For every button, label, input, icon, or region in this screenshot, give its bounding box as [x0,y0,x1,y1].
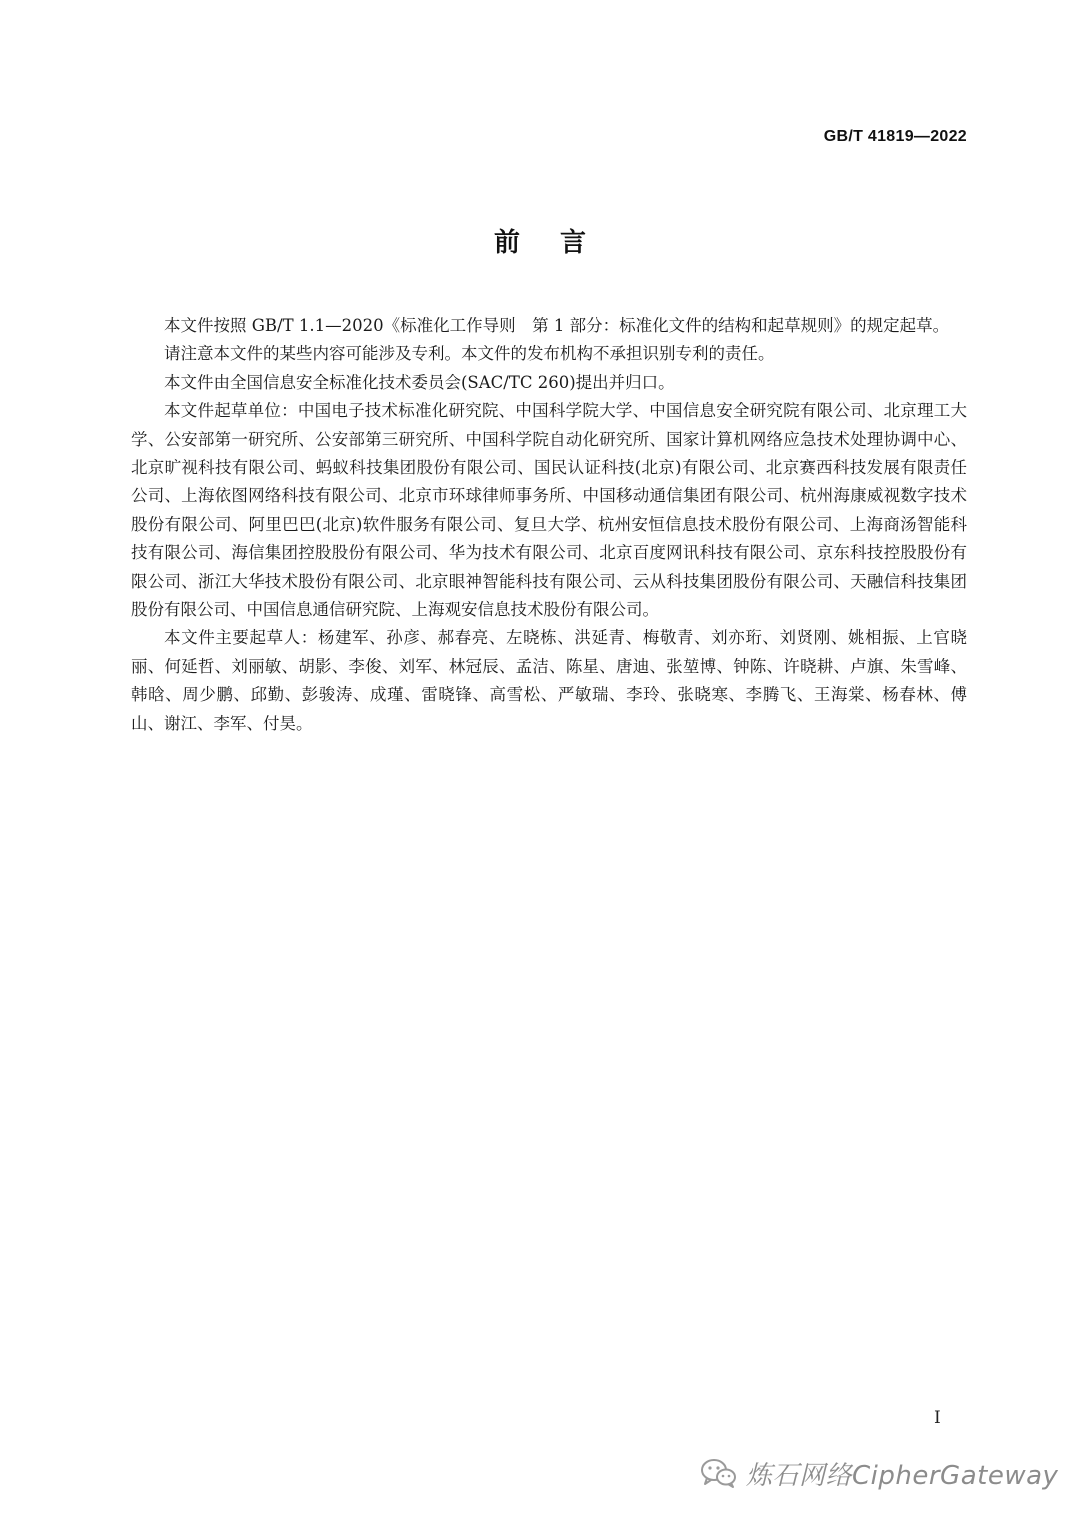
paragraph-drafting-units: 本文件起草单位：中国电子技术标准化研究院、中国科学院大学、中国信息安全研究院有限公司、北京理工大学、公安部第一研究所、公安部第三研究所、中国科学院自动化研究所、国家计算机网络应急技术处理协调中心、北京旷视科技有限公司、蚂蚁科技集团股份有限公司、国民认证科技(北京)有限公司、北京赛西科技发展有限责任公司、上海依图网络科技有限公司、北京市环球律师事务所、中国移动通信集团有限公司、杭州海康威视数字技术股份有限公司、阿里巴巴(北京)软件服务有限公司、复旦大学、杭州安恒信息技术股份有限公司、上海商汤智能科技有限公司、海信集团控股股份有限公司、华为技术有限公司、北京百度网讯科技有限公司、京东科技控股股份有限公司、浙江大华技术股份有限公司、北京眼神智能科技有限公司、云从科技集团股份有限公司、天融信科技集团股份有限公司、中国信息通信研究院、上海观安信息技术股份有限公司。 [131,401,967,620]
paragraph-drafters: 本文件主要起草人：杨建军、孙彦、郝春亮、左晓栋、洪延青、梅敬青、刘亦珩、刘贤刚、姚相振、上官晓丽、何延哲、刘丽敏、胡影、李俊、刘军、林冠辰、孟洁、陈星、唐迪、张堃博、钟陈、许晓耕、卢旗、朱雪峰、韩晗、周少鹏、邱勤、彭骏涛、成瑾、雷晓锋、高雪松、严敏瑞、李玲、张晓寒、李腾飞、王海棠、杨春林、傅山、谢江、李军、付昊。 [131,628,967,733]
paragraph-proposer: 本文件由全国信息安全标准化技术委员会(SAC/TC 260)提出并归口。 [164,372,675,392]
paragraph-drafting-rules: 本文件按照 GB/T 1.1—2020《标准化工作导则 第 1 部分：标准化文件的结构和起草规则》的规定起草。 [164,316,950,335]
watermark [700,1453,1058,1493]
watermark-text: 炼石网络CipherGateway [746,1460,1059,1491]
standard-code: GB/T 41819—2022 [823,128,967,145]
page-number: I [934,1408,941,1428]
page-title: 前言 [493,228,626,258]
document-body [131,312,967,738]
wechat-icon [700,1457,738,1489]
paragraph-patent-notice: 请注意本文件的某些内容可能涉及专利。本文件的发布机构不承担识别专利的责任。 [164,344,775,364]
